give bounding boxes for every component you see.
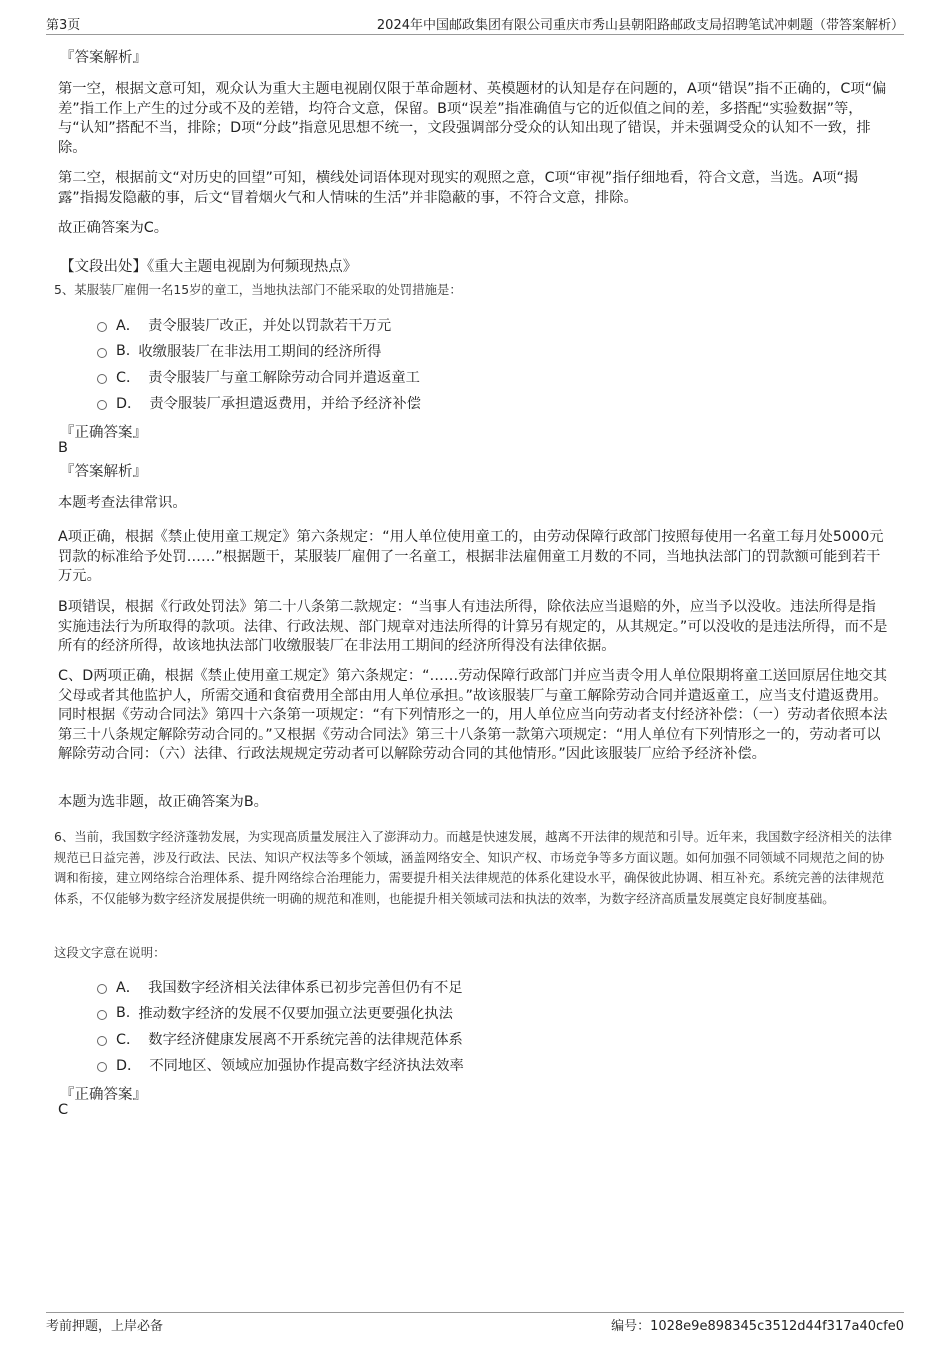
q6-option-b[interactable] — [97, 1003, 453, 1023]
q5-option-d[interactable] — [97, 393, 421, 413]
option-key: C． — [116, 1032, 141, 1048]
option-key: D． — [116, 1058, 142, 1074]
q5-answer-label: 『正确答案』 — [60, 425, 147, 441]
radio-icon[interactable] — [97, 984, 107, 994]
option-key: C． — [116, 370, 141, 386]
option-key: A． — [116, 318, 141, 334]
q5-option-a[interactable] — [97, 315, 391, 335]
option-key: B. — [116, 1005, 131, 1021]
option-text: 我国数字经济相关法律体系已初步完善但仍有不足 — [148, 980, 463, 996]
document-title: 2024年中国邮政集团有限公司重庆市秀山县朝阳路邮政支局招聘笔试冲刺题（带答案解析） — [376, 18, 904, 33]
document-id: 编号：1028e9e898345c3512d44f317a40cfe0 — [611, 1319, 904, 1334]
q5-analysis-paragraph-2: B项错误，根据《行政处罚法》第二十八条第二款规定：“当事人有违法所得，除依法应当退赔的外，应当予以没收。违法所得是指实施违法行为所取得的款项。法律、行政法规、部门规章对违法所得的计算另有规定的，从其规定。”可以没收的是违法所得，而不是所有的经济所得，故该地执法部门收缴服装厂在非法用工期间的经济所得没有法律依据。 — [58, 599, 888, 654]
option-text: 数字经济健康发展离不开系统完善的法律规范体系 — [148, 1032, 463, 1048]
q4-analysis-label: 『答案解析』 — [60, 50, 147, 66]
q6-answer: C — [58, 1102, 69, 1118]
option-text: 收缴服装厂在非法用工期间的经济所得 — [138, 344, 382, 360]
q6-question: 这段文字意在说明： — [54, 945, 166, 960]
option-text: 责令服装厂与童工解除劳动合同并遣返童工 — [148, 370, 420, 386]
q4-conclusion: 故正确答案为C。 — [58, 220, 169, 236]
q4-analysis-paragraph-2: 第二空，根据前文“对历史的回望”可知，横线处词语体现对现实的观照之意，C项“审视”指仔细地看，符合文意，当选。A项“揭露”指揭发隐蔽的事，后文“冒着烟火气和人情味的生活”并非隐蔽的事，不符合文意，排除。 — [58, 170, 859, 206]
radio-icon[interactable] — [97, 374, 107, 384]
option-text: 不同地区、领域应加强协作提高数字经济执法效率 — [149, 1058, 464, 1074]
radio-icon[interactable] — [97, 322, 107, 332]
q6-answer-label: 『正确答案』 — [60, 1087, 147, 1103]
radio-icon[interactable] — [97, 1062, 107, 1072]
footer-slogan: 考前押题，上岸必备 — [46, 1319, 164, 1334]
option-key: B. — [116, 343, 131, 359]
q6-option-a[interactable] — [97, 977, 463, 997]
q4-source: 【文段出处】《重大主题电视剧为何频现热点》 — [60, 259, 358, 275]
q5-option-b[interactable] — [97, 341, 381, 361]
q5-conclusion: 本题为选非题，故正确答案为B。 — [58, 794, 268, 810]
page-footer — [46, 1312, 904, 1335]
radio-icon[interactable] — [97, 348, 107, 358]
option-text: 推动数字经济的发展不仅要加强立法更要强化执法 — [138, 1006, 453, 1022]
q5-option-c[interactable] — [97, 367, 420, 387]
q6-option-d[interactable] — [97, 1055, 464, 1075]
q5-stem: 5、某服装厂雇佣一名15岁的童工，当地执法部门不能采取的处罚措施是： — [54, 282, 462, 297]
option-key: D． — [116, 396, 142, 412]
option-key: A． — [116, 980, 141, 996]
q5-answer: B — [58, 440, 68, 456]
page-header — [46, 12, 904, 35]
option-text: 责令服装厂承担遣返费用，并给予经济补偿 — [149, 396, 421, 412]
q6-stem: 6、当前，我国数字经济蓬勃发展，为实现高质量发展注入了澎湃动力。而越是快速发展，越离不开法律的规范和引导。近年来，我国数字经济相关的法律规范已日益完善，涉及行政法、民法、知识产权法等多个领域，涵盖网络安全、知识产权、市场竞争等多方面议题。如何加强不同领域不同规范之间的协调和衔接，建立网络综合治理体系、提升网络综合治理能力，需要提升相关法律规范的体系化建设水平，确保彼此协调、相互补充。系统完善的法律规范体系，不仅能够为数字经济发展提供统一明确的规范和准则，也能提升相关领域司法和执法的效率，为数字经济高质量发展奠定良好制度基础。 — [54, 829, 893, 906]
page-number: 第3页 — [46, 18, 81, 33]
q5-analysis-paragraph-1: A项正确，根据《禁止使用童工规定》第六条规定：“用人单位使用童工的，由劳动保障行政部门按照每使用一名童工每月处5000元罚款的标准给予处罚……”根据题干，某服装厂雇佣了一名童工，根据非法雇佣童工月数的不同，当地执法部门的罚款额可能到若干万元。 — [58, 529, 884, 584]
option-text: 责令服装厂改正，并处以罚款若干万元 — [148, 318, 392, 334]
radio-icon[interactable] — [97, 1036, 107, 1046]
radio-icon[interactable] — [97, 1010, 107, 1020]
q5-analysis-intro: 本题考查法律常识。 — [58, 495, 187, 511]
q5-analysis-paragraph-3: C、D两项正确，根据《禁止使用童工规定》第六条规定：“……劳动保障行政部门并应当责令用人单位限期将童工送回原居住地交其父母或者其他监护人，所需交通和食宿费用全部由用人单位承担。”故该服装厂与童工解除劳动合同并遣返童工，应当支付遣返费用。同时根据《劳动合同法》第四十六条第一项规定：“有下列情形之一的，用人单位应当向劳动者支付经济补偿：（一）劳动者依照本法第三十八条规定解除劳动合同的。”又根据《劳动合同法》第三十八条第一款第六项规定：“用人单位有下列情形之一的，劳动者可以解除劳动合同：（六）法律、行政法规规定劳动者可以解除劳动合同的其他情形。”因此该服装厂应给予经济补偿。 — [58, 668, 888, 762]
q6-option-c[interactable] — [97, 1029, 463, 1049]
radio-icon[interactable] — [97, 400, 107, 410]
q4-analysis-paragraph-1: 第一空，根据文意可知，观众认为重大主题电视剧仅限于革命题材、英模题材的认知是存在问题的，A项“错误”指不正确的，C项“偏差”指工作上产生的过分或不及的差错，均符合文意，保留。B项“误差”指准确值与它的近似值之间的差，多搭配“实验数据”等，与“认知”搭配不当，排除；D项“分歧”指意见思想不统一，文段强调部分受众的认知出现了错误，并未强调受众的认知不一致，排除。 — [58, 81, 887, 156]
q5-analysis-label: 『答案解析』 — [60, 464, 147, 480]
